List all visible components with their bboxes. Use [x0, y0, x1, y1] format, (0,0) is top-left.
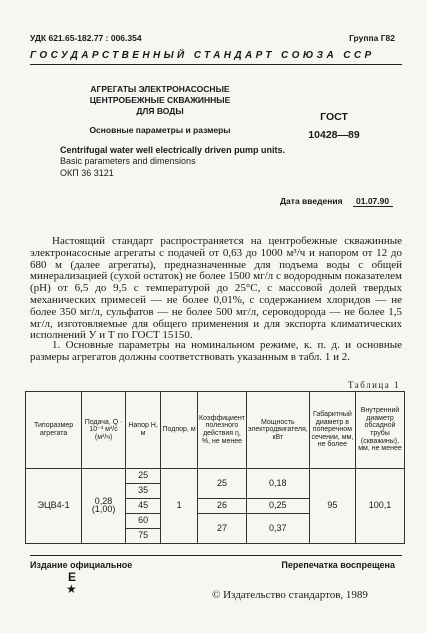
cell-head: 75 — [126, 529, 161, 544]
cell-efficiency: 25 — [198, 469, 247, 499]
group-code: Группа Г82 — [349, 33, 395, 43]
okp-code: ОКП 36 3121 — [60, 168, 114, 178]
header-type: Типоразмер агрегата — [26, 392, 82, 469]
cell-head: 45 — [126, 499, 161, 514]
gost-label: ГОСТ — [320, 111, 348, 123]
header-diameter: Габаритный диаметр в поперечном сечении, мм, не более — [309, 392, 355, 469]
title-line-3: ДЛЯ ВОДЫ — [136, 106, 184, 116]
document-title — [60, 84, 260, 117]
footer-rule — [30, 555, 402, 556]
cell-head: 60 — [126, 514, 161, 529]
cell-diameter: 95 — [309, 469, 355, 544]
cell-backwater: 1 — [161, 469, 198, 544]
english-title-line-2: Basic parameters and dimensions — [60, 155, 196, 166]
reprint-prohibited: Перепечатка воспрещена — [281, 560, 395, 570]
cell-efficiency: 26 — [198, 499, 247, 514]
header-efficiency: Коэффициент полезного действия η, %, не менее — [198, 392, 247, 469]
copyright: © Издательство стандартов, 1989 — [212, 589, 368, 601]
cell-casing: 100,1 — [356, 469, 405, 544]
header-casing: Внутренний диаметр обсадной трубы (скважины), мм, не менее — [356, 392, 405, 469]
header-flow: Подача, Q · 10⁻³ м³/с (м³/ч) — [82, 392, 126, 469]
cell-type: ЭЦВ4-1 — [26, 469, 82, 544]
cell-flow-value: 0,28 — [94, 496, 113, 507]
title-line-1: АГРЕГАТЫ ЭЛЕКТРОНАСОСНЫЕ — [90, 84, 230, 94]
cell-flow — [82, 469, 126, 544]
cell-power: 0,18 — [246, 469, 309, 499]
cell-head: 35 — [126, 484, 161, 499]
cell-efficiency: 27 — [198, 514, 247, 544]
table-row — [26, 469, 405, 484]
parameters-table — [25, 391, 405, 544]
header-power: Мощность электродвигателя, кВт — [246, 392, 309, 469]
table-caption: Таблица 1 — [348, 380, 400, 390]
header-head: Напор Н, м — [126, 392, 161, 469]
cell-flow-alt: (1,00) — [91, 504, 116, 514]
banner-rule — [30, 64, 402, 65]
official-edition: Издание официальное — [30, 560, 133, 570]
header-backwater: Подпор, м — [161, 392, 198, 469]
paragraph-requirements: 1. Основные параметры на номинальном режиме, к. п. д. и основные размеры агрегатов должны соответствовать указанным в табл. 1 и 2. — [30, 339, 402, 363]
star-icon: ★ — [66, 582, 77, 596]
english-title — [60, 145, 300, 166]
introduction-date-value: 01.07.90 — [353, 196, 393, 207]
document-subtitle: Основные параметры и размеры — [89, 125, 231, 135]
paragraph-scope: Настоящий стандарт распространяется на центробежные скважинные электронасосные агрегаты с подачей от 0,63 до 1000 м³/ч и напором от 12 до 680 м (далее агрегаты), предназначенные для подъема воды с общей минерализацией (сухой остаток) не более 1500 мг/л с водородным показателем (pH) от 6,5 до 9,5 с температурой до 25°С, с массовой долей твердых механических примесей — не более 0,01%, с содержанием хлоридов — не более 350 мг/л, сульфатов — не более 500 мг/л, сероводорода — не более 1,5 мг/л, изготовляемые для общего применения и для экспорта климатических исполнений У и Т по ГОСТ 15150. — [30, 235, 402, 342]
title-line-2: ЦЕНТРОБЕЖНЫЕ СКВАЖИННЫЕ — [89, 95, 231, 105]
gost-number: 10428—89 — [308, 129, 360, 141]
introduction-date-label: Дата введения — [280, 196, 343, 206]
standard-banner: ГОСУДАРСТВЕННЫЙ СТАНДАРТ СОЮЗА ССР — [30, 50, 375, 61]
gost-designation — [294, 108, 374, 144]
table-header-row — [26, 392, 405, 469]
udk-code: УДК 621.65-182.77 : 006.354 — [30, 33, 142, 43]
mark-e: Е — [68, 570, 77, 584]
english-title-line-1: Centrifugal water well electrically driven pump units. — [60, 145, 286, 155]
cell-head: 25 — [126, 469, 161, 484]
introduction-date — [280, 196, 393, 207]
cell-power: 0,37 — [246, 514, 309, 544]
cell-power: 0,25 — [246, 499, 309, 514]
